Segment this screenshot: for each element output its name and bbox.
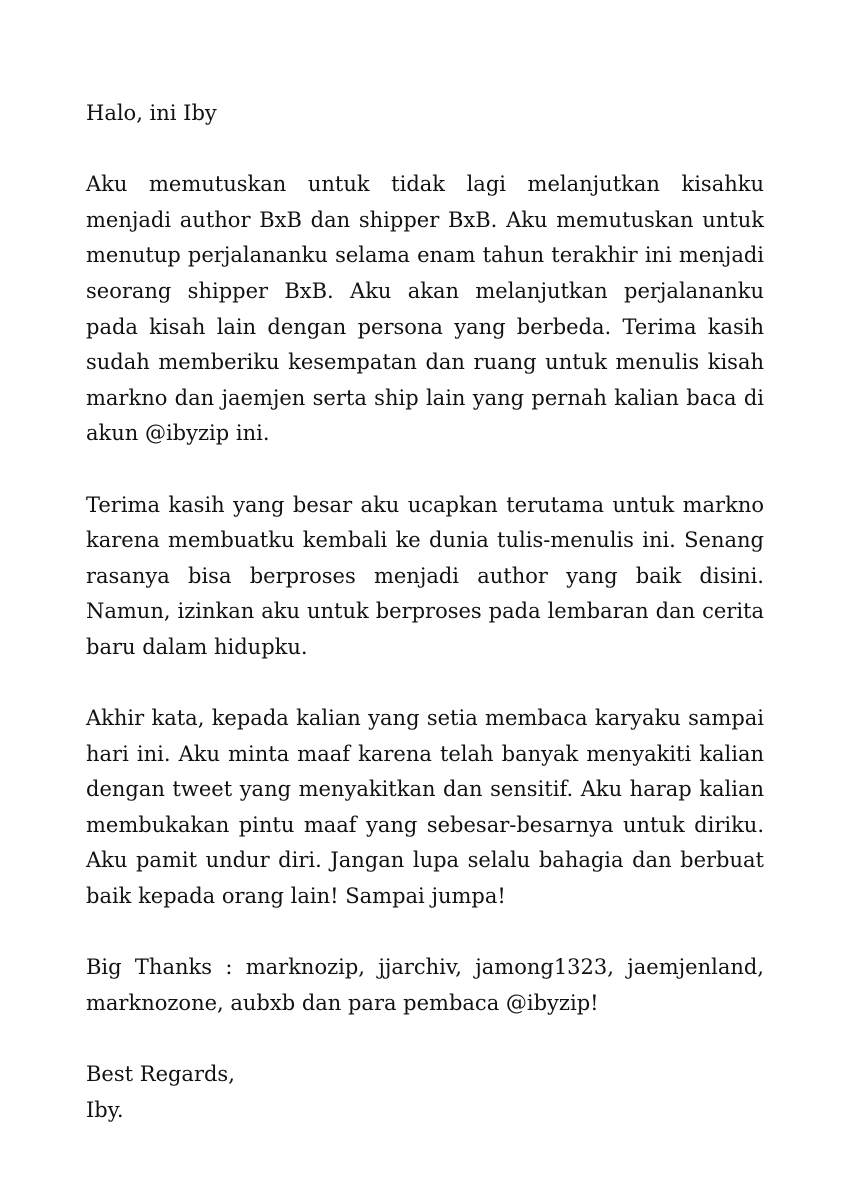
closing-regards: Best Regards,: [86, 1062, 235, 1087]
letter-page: [86, 96, 764, 1128]
letter-paragraph-big-thanks: Big Thanks : marknozip, jjarchiv, jamong1323, jaemjenland, marknozone, aubxb dan para pembaca @ibyzip!: [86, 955, 764, 1015]
letter-greeting: Halo, ini Iby: [86, 101, 217, 125]
letter-closing: [86, 1057, 764, 1128]
letter-paragraph-farewell: Aku memutuskan untuk tidak lagi melanjutkan kisahku menjadi author BxB dan shipper BxB. Aku memutuskan untuk menutup perjalananku selama enam tahun terakhir ini menjadi seorang shipper BxB. Aku akan melanjutkan perjalananku pada kisah lain dengan persona yang berbeda. Terima kasih sudah memberiku kesempatan dan ruang untuk menulis kisah markno dan jaemjen serta ship lain yang pernah kalian baca di akun @ibyzip ini.: [86, 172, 764, 446]
letter-paragraph-thanks: Terima kasih yang besar aku ucapkan terutama untuk markno karena membuatku kembali ke dunia tulis-menulis ini. Senang rasanya bisa berproses menjadi author yang baik disini. Namun, izinkan aku untuk berproses pada lembaran dan cerita baru dalam hidupku.: [86, 492, 764, 659]
letter-paragraph-apology: Akhir kata, kepada kalian yang setia membaca karyaku sampai hari ini. Aku minta maaf karena telah banyak menyakiti kalian dengan tweet yang menyakitkan dan sensitif. Aku harap kalian membukakan pintu maaf yang sebesar-besarnya untuk diriku. Aku pamit undur diri. Jangan lupa selalu bahagia dan berbuat baik kepada orang lain! Sampai jumpa!: [86, 706, 764, 909]
signature: Iby.: [86, 1097, 124, 1122]
